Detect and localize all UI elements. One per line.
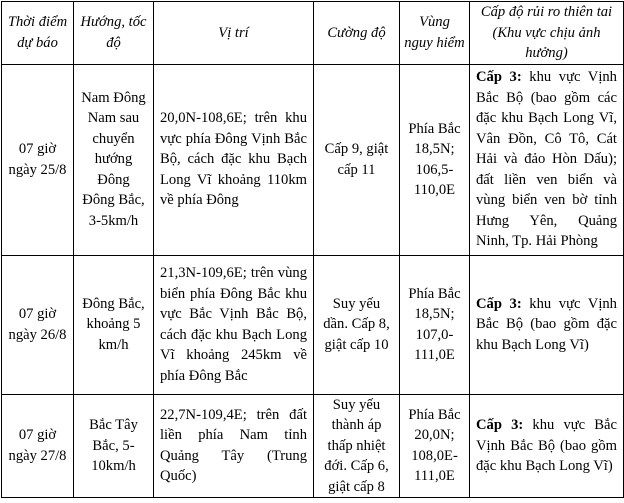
table-row (2, 255, 624, 394)
cell-risk (470, 394, 624, 498)
header-direction-speed: Hướng, tốc độ (74, 2, 154, 65)
cell-position: 20,0N-108,6E; trên khu vực phía Đông Vịnh Bắc Bộ, cách đặc khu Bạch Long Vĩ khoảng 110km về phía Đông (154, 64, 314, 255)
cell-intensity: Suy yếu thành áp thấp nhiệt đới. Cấp 6, giật cấp 8 (314, 394, 400, 498)
storm-forecast-table (1, 1, 624, 498)
cell-position: 21,3N-109,6E; trên vùng biển phía Đông Bắc khu vực Bắc Vịnh Bắc Bộ, cách đặc khu Bạch Long Vĩ khoảng 245km về phía Đông Bắc (154, 255, 314, 394)
cell-intensity: Cấp 9, giật cấp 11 (314, 64, 400, 255)
cell-risk (470, 255, 624, 394)
cell-time: 07 giờ ngày 26/8 (2, 255, 74, 394)
header-danger-zone: Vùng nguy hiểm (400, 2, 470, 65)
header-intensity: Cường độ (314, 2, 400, 65)
cell-direction: Nam Đông Nam sau chuyển hướng Đông Đông Bắc, 3-5km/h (74, 64, 154, 255)
table-row (2, 394, 624, 498)
risk-level-label: Cấp 3: (476, 69, 522, 86)
cell-danger-zone: Phía Bắc 18,5N; 107,0-111,0E (400, 255, 470, 394)
header-forecast-time: Thời điểm dự báo (2, 2, 74, 65)
risk-area-text: khu vực Vịnh Bắc Bộ (bao gồm các đặc khu Bạch Long Vĩ, Vân Đồn, Cô Tô, Cát Hải và đảo Hòn Dấu); đất liền ven biển và vùng biển ven bờ tỉnh Hưng Yên, Quảng Ninh, Tp. Hải Phòng (476, 69, 617, 250)
cell-risk (470, 64, 624, 255)
cell-danger-zone: Phía Bắc 18,5N; 106,5-110,0E (400, 64, 470, 255)
table-row (2, 64, 624, 255)
forecast-document (0, 1, 624, 503)
risk-level-label: Cấp 3: (476, 295, 522, 312)
cell-intensity: Suy yếu dần. Cấp 8, giật cấp 10 (314, 255, 400, 394)
header-position: Vị trí (154, 2, 314, 65)
cell-position: 22,7N-109,4E; trên đất liền phía Nam tỉnh Quảng Tây (Trung Quốc) (154, 394, 314, 498)
cell-danger-zone: Phía Bắc 20,0N; 108,0E-111,0E (400, 394, 470, 498)
risk-area-text: khu vực Vịnh Bắc Bộ (bao gồm đặc khu Bạch Long Vĩ) (476, 295, 617, 353)
risk-level-label: Cấp 3: (476, 417, 524, 433)
cell-direction: Bắc Tây Bắc, 5-10km/h (74, 394, 154, 498)
risk-area-text: khu vực Bắc Vịnh Bắc Bộ (bao gồm đặc khu Bạch Long Vĩ) (476, 417, 617, 474)
cell-direction: Đông Bắc, khoảng 5 km/h (74, 255, 154, 394)
header-risk-level: Cấp độ rủi ro thiên tai (Khu vực chịu ảnh hưởng) (470, 2, 624, 65)
table-header-row (2, 2, 624, 65)
cell-time: 07 giờ ngày 25/8 (2, 64, 74, 255)
cell-time: 07 giờ ngày 27/8 (2, 394, 74, 498)
